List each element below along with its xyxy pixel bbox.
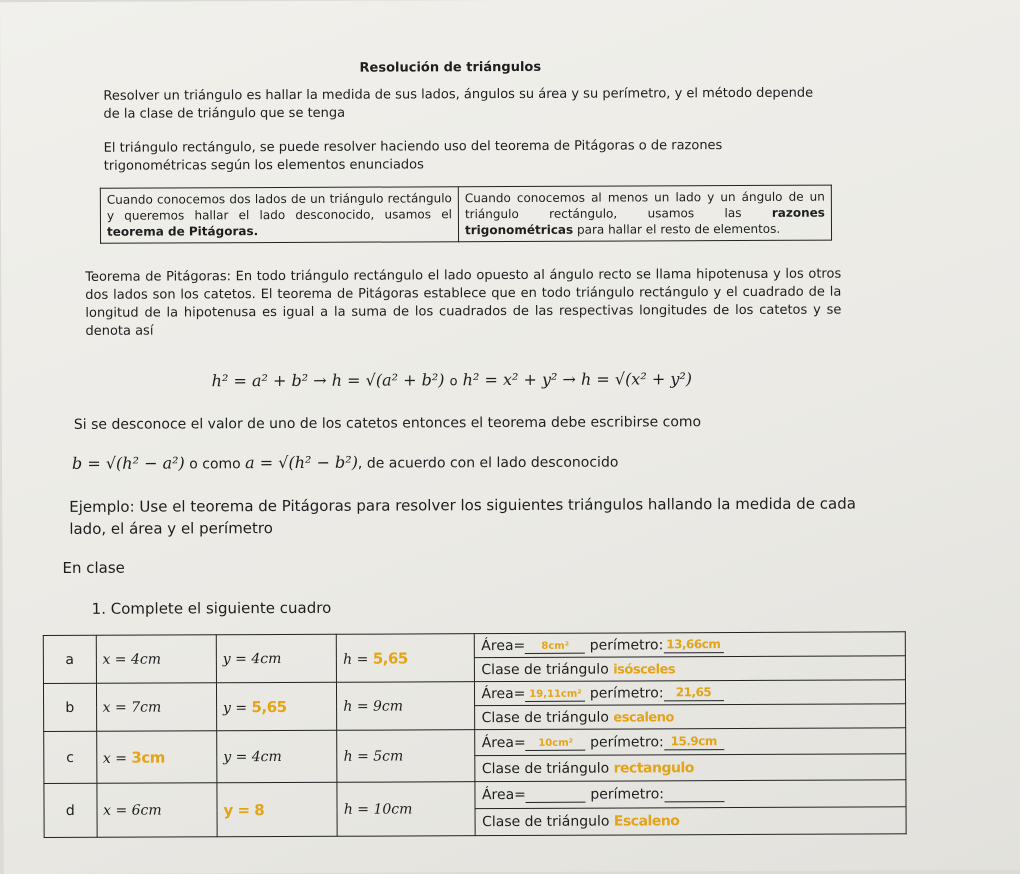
row-c-label: c bbox=[44, 731, 97, 783]
formula-b: b = √(h² − a²) bbox=[71, 453, 185, 473]
row-a-label: a bbox=[43, 635, 96, 683]
row-a-y: y = 4cm bbox=[216, 634, 337, 683]
row-b-clase bbox=[475, 704, 906, 730]
row-d-clase bbox=[475, 807, 906, 836]
clase-label: Clase de triángulo bbox=[482, 813, 610, 831]
row-d-label: d bbox=[44, 783, 97, 837]
formula-tail: , de acuerdo con el lado desconocido bbox=[357, 454, 619, 472]
perimetro-label: perímetro: bbox=[589, 637, 664, 654]
row-a-area-perim bbox=[475, 632, 906, 658]
area-label: Área= bbox=[481, 685, 526, 703]
row-c-perimetro: 15.9cm bbox=[670, 734, 717, 749]
row-d-h: h = 10cm bbox=[337, 782, 475, 837]
cateto-paragraph: Si se desconoce el valor de uno de los catetos entonces el teorema debe escribirse como bbox=[73, 414, 702, 433]
row-b-perimetro: 21,65 bbox=[675, 685, 712, 700]
row-a-x: x = 4cm bbox=[96, 635, 217, 684]
row-c-h: h = 5cm bbox=[337, 730, 475, 783]
row-c-x-value: 3cm bbox=[131, 748, 165, 767]
row-c-clase bbox=[475, 754, 906, 782]
row-b-x: x = 7cm bbox=[96, 683, 217, 732]
trig-text-end: para hallar el resto de elementos. bbox=[573, 221, 781, 237]
row-a-h bbox=[337, 634, 475, 683]
pythagoras-formula bbox=[212, 369, 692, 390]
formula-or-como: o como bbox=[189, 456, 241, 473]
area-label: Área= bbox=[481, 786, 526, 804]
trig-text: Cuando conocemos al menos un lado y un ángulo de un triángulo rectángulo, usamos las bbox=[464, 189, 825, 222]
exercise-1-heading: 1. Complete el siguiente cuadro bbox=[91, 598, 332, 618]
example-paragraph: Ejemplo: Use el teorema de Pitágoras para resolver los siguientes triángulos hallando la medida de cada lado, el área y el perímetro bbox=[69, 494, 856, 538]
row-a-clase-value: isósceles bbox=[613, 661, 676, 678]
area-label: Área= bbox=[481, 734, 526, 752]
trig-cell bbox=[458, 185, 831, 242]
pythagoras-cell bbox=[100, 187, 458, 244]
row-b-area: 19,11cm² bbox=[529, 688, 582, 700]
row-a-perimetro: 13,66cm bbox=[666, 637, 721, 652]
row-d-clase-value: Escaleno bbox=[613, 813, 680, 830]
row-a-area: 8cm² bbox=[541, 640, 570, 652]
pythagoras-bold: teorema de Pitágoras. bbox=[106, 224, 259, 239]
row-a-clase bbox=[475, 656, 906, 682]
area-label: Área= bbox=[481, 637, 526, 655]
page-title: Resolución de triángulos bbox=[359, 59, 542, 76]
intro-paragraph: Resolver un triángulo es hallar la medida de sus lados, ángulos su área y su perímetro, y el método depende de la clase de triángulo que se tenga bbox=[103, 85, 814, 122]
row-d-y bbox=[217, 782, 338, 837]
row-c-clase-value: rectangulo bbox=[613, 759, 694, 777]
pythagoras-text: Cuando conocemos dos lados de un triángulo rectángulo y queremos hallar el lado desconocido, usamos el bbox=[106, 191, 452, 223]
row-b-clase-value: escaleno bbox=[613, 709, 674, 726]
row-b-h: h = 9cm bbox=[337, 682, 475, 731]
trig-bold: razones trigonométricas bbox=[464, 205, 825, 238]
cateto-formulas bbox=[72, 452, 618, 473]
theorem-paragraph: Teorema de Pitágoras: En todo triángulo rectángulo el lado opuesto al ángulo recto se llama hipotenusa y los otros dos lados son los catetos. El teorema de Pitágoras establece que en todo triángulo rectángulo y el cuadrado de la longitud de la hipotenusa es igual a la suma de los cuadrados de las respectivas longitudes de los catetos y se denota así bbox=[85, 266, 842, 339]
formula-h-xy: h² = x² + y² → h = √(x² + y²) bbox=[462, 369, 693, 390]
perimetro-label: perímetro: bbox=[589, 685, 664, 702]
row-c-x bbox=[96, 731, 217, 784]
method-table bbox=[100, 185, 832, 244]
formula-h-ab: h² = a² + b² → h = √(a² + b²) bbox=[211, 370, 445, 391]
exercise-table bbox=[43, 631, 907, 838]
right-triangle-paragraph: El triángulo rectángulo, se puede resolver haciendo uso del teorema de Pitágoras o de razones trigonométricas según los elementos enunciados bbox=[103, 138, 723, 174]
clase-label: Clase de triángulo bbox=[481, 709, 609, 726]
row-b-label: b bbox=[43, 683, 96, 731]
row-c-area-perim bbox=[475, 728, 906, 756]
en-clase-heading: En clase bbox=[62, 558, 125, 577]
clase-label: Clase de triángulo bbox=[481, 661, 609, 678]
row-d-area-perim bbox=[475, 780, 906, 809]
row-c-x-label: x = bbox=[102, 750, 132, 767]
row-c-y: y = 4cm bbox=[217, 730, 338, 783]
row-a-h-label: h = bbox=[343, 651, 373, 668]
row-b-y-label: y = bbox=[222, 699, 252, 716]
row-d-x: x = 6cm bbox=[96, 783, 217, 838]
clase-label: Clase de triángulo bbox=[481, 760, 610, 777]
row-b-area-perim bbox=[475, 680, 906, 706]
perimetro-label: perímetro: bbox=[590, 734, 664, 751]
row-b-y bbox=[216, 682, 337, 731]
perimetro-label: perímetro: bbox=[590, 786, 665, 803]
row-d-y-value: y = 8 bbox=[223, 800, 265, 819]
row-c-area: 10cm² bbox=[538, 737, 574, 749]
row-a-h-value: 5,65 bbox=[372, 648, 408, 668]
formula-a: a = √(h² − b²) bbox=[245, 452, 358, 473]
formula-or: o bbox=[449, 374, 458, 390]
row-b-y-value: 5,65 bbox=[251, 697, 287, 716]
